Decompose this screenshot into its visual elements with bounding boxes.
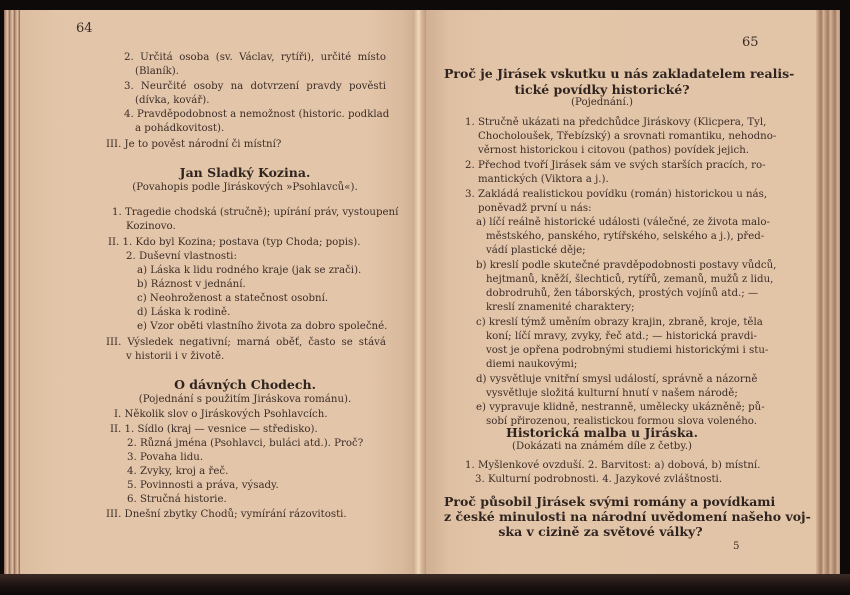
realism-line: sobí přirozenou, realistickou formou slova voleného. bbox=[486, 416, 757, 427]
realism-line: dobrodruhů, žen táborských, prostých vojínů atd.; — bbox=[486, 288, 759, 299]
section-title-malba: Historická malba u Jiráska. bbox=[506, 425, 698, 440]
realism-line: 3. Zakládá realistickou povídku (román) historickou u nás, bbox=[465, 189, 768, 200]
chodove-line: I. Několik slov o Jiráskových Psohlavcích. bbox=[114, 409, 328, 420]
kozina-line: c) Neohroženost a statečnost osobní. bbox=[137, 293, 329, 304]
bottom-shadow bbox=[0, 574, 850, 595]
realism-line: vost je opřena podrobnými studiemi historickými i stu- bbox=[486, 345, 769, 356]
kozina-line: 2. Duševní vlastnosti: bbox=[126, 251, 237, 262]
book-gutter bbox=[413, 10, 427, 576]
realism-line: věrnost historickou i citovou (pathos) povídek jejich. bbox=[478, 145, 750, 156]
kozina-line: a) Láska k lidu rodného kraje (jak se zrači). bbox=[137, 265, 362, 276]
section-subtitle-chodove: (Pojednání s použitím Jiráskova románu). bbox=[138, 394, 352, 405]
kozina-line: Kozinovo. bbox=[126, 221, 176, 232]
malba-line: 3. Kulturní podrobnosti. 4. Jazykové zvláštnosti. bbox=[475, 474, 723, 485]
intro-item-III: III. Je to pověst národní či místní? bbox=[106, 139, 282, 150]
realism-line: městského, panského, rytířského, selského a j.), před- bbox=[486, 231, 765, 242]
malba-line: 1. Myšlenkové ovzduší. 2. Barvitost: a) dobová, b) místní. bbox=[465, 460, 761, 471]
realism-line: Chocholoušek, Třebízský) a srovnati romantiku, nehodno- bbox=[478, 131, 777, 142]
realism-line: kreslí znamenité charaktery; bbox=[486, 302, 635, 313]
kozina-line: II. 1. Kdo byl Kozina; postava (typ Choda; popis). bbox=[108, 237, 361, 248]
page-edges-right bbox=[816, 10, 840, 576]
realism-line: vysvětluje složitá kulturní hnutí v našem národě; bbox=[486, 388, 738, 399]
chodove-line: 5. Povinnosti a práva, výsady. bbox=[127, 480, 279, 491]
section-subtitle-malba: (Dokázati na známém díle z četby.) bbox=[512, 441, 692, 452]
section-subtitle-realism: (Pojednání.) bbox=[571, 97, 633, 108]
realism-line: b) kreslí podle skutečné pravděpodobnosti postavy vůdců, bbox=[476, 260, 777, 271]
chodove-line: 3. Povaha lidu. bbox=[127, 452, 204, 463]
intro-item-2-line2: (Blaník). bbox=[135, 66, 179, 77]
realism-line: 1. Stručně ukázati na předchůdce Jiráskovy (Klicpera, Tyl, bbox=[465, 117, 767, 128]
chodove-line: 6. Stručná historie. bbox=[127, 494, 227, 505]
realism-line: d) vysvětluje vnitřní smysl událostí, správně a názorně bbox=[476, 374, 758, 385]
section-subtitle-kozina: (Povahopis podle Jiráskových »Psohlavců«). bbox=[132, 182, 358, 193]
section-title-vojsko-line2: z české minulosti na národní uvědomení našeho voj- bbox=[444, 509, 811, 524]
section-title-kozina: Jan Sladký Kozina. bbox=[179, 165, 311, 180]
chodove-line: 4. Zvyky, kroj a řeč. bbox=[127, 466, 229, 477]
realism-line: koní; líčí mravy, zvyky, řeč atd.; — historická pravdi- bbox=[486, 331, 757, 342]
realism-line: c) kreslí týmž uměním obrazy krajin, zbraně, kroje, těla bbox=[476, 317, 763, 328]
intro-item-3-line2: (dívka, kovář). bbox=[135, 95, 210, 106]
kozina-line: v historii i v životě. bbox=[126, 351, 225, 362]
realism-line: e) vypravuje klidně, nestranně, umělecky ukázněně; pů- bbox=[476, 402, 765, 413]
intro-item-4-line2: a pohádkovitost). bbox=[135, 123, 225, 134]
section-title-realism-line2: tické povídky historické? bbox=[514, 82, 690, 97]
realism-line: hejtmanů, kněží, šlechticů, rytířů, zemanů, mužů z lidu, bbox=[486, 274, 774, 285]
intro-item-3-line1: 3. Neurčité osoby na dotvrzení pravdy pověsti bbox=[124, 81, 386, 92]
chodove-line: II. 1. Sídlo (kraj — vesnice — středisko). bbox=[110, 424, 318, 435]
section-title-chodove: O dávných Chodech. bbox=[174, 377, 316, 392]
section-title-realism-line1: Proč je Jirásek vskutku u nás zakladatelem realis- bbox=[444, 66, 795, 81]
kozina-line: b) Ráznost v jednání. bbox=[137, 279, 246, 290]
intro-item-4-line1: 4. Pravděpodobnost a nemožnost (historic. podklad bbox=[124, 109, 390, 120]
realism-line: mantických (Viktora a j.). bbox=[478, 174, 609, 185]
chodove-line: III. Dnešní zbytky Chodů; vymírání rázovitosti. bbox=[106, 509, 347, 520]
page-number-left: 64 bbox=[76, 21, 93, 36]
section-title-vojsko-line1: Proč působil Jirásek svými romány a povídkami bbox=[444, 494, 776, 509]
realism-line: 2. Přechod tvoří Jirásek sám ve svých starších pracích, ro- bbox=[465, 160, 766, 171]
realism-line: vádí plastické děje; bbox=[486, 245, 586, 256]
realism-line: poněvadž první u nás: bbox=[478, 203, 592, 214]
kozina-line: e) Vzor oběti vlastního života za dobro společné. bbox=[137, 321, 388, 332]
kozina-line: 1. Tragedie chodská (stručně); upírání práv, vystoupení bbox=[112, 207, 399, 218]
chodove-line: 2. Různá jména (Psohlavci, buláci atd.). Proč? bbox=[127, 438, 364, 449]
intro-item-2-line1: 2. Určitá osoba (sv. Václav, rytíři), určité místo bbox=[124, 52, 386, 63]
kozina-line: d) Láska k rodině. bbox=[137, 307, 231, 318]
section-title-vojsko-line3: ska v cizině za světové války? bbox=[498, 524, 703, 539]
realism-line: a) líčí reálně historické události (válečné, ze života malo- bbox=[476, 217, 770, 228]
page-number-right: 65 bbox=[742, 35, 759, 50]
realism-line: diemi naukovými; bbox=[486, 359, 578, 370]
kozina-line: III. Výsledek negativní; marná oběť, často se stává bbox=[106, 337, 386, 348]
signature-mark: 5 bbox=[733, 541, 740, 552]
